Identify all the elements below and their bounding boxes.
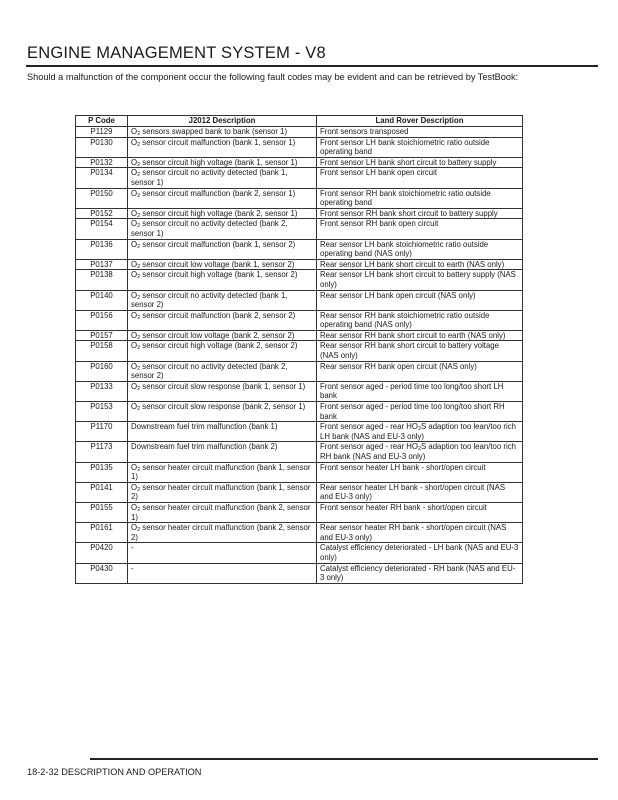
land-rover-description-cell: Rear sensor heater RH bank - short/open circuit (NAS and EU-3 only): [317, 523, 523, 543]
j2012-description-cell: $O_2$ sensor circuit malfunction (bank 2, sensor 1): [128, 188, 317, 208]
land-rover-description-cell: Front sensor heater LH bank - short/open circuit: [317, 462, 523, 482]
table-row: [76, 127, 523, 138]
j2012-description-cell: $O_2$ sensor circuit high voltage (bank 1, sensor 1): [128, 157, 317, 168]
column-header-p-code: P Code: [76, 116, 128, 127]
p-code-cell: P0136: [76, 239, 128, 259]
j2012-description-cell: $O_2$ sensor heater circuit malfunction (bank 1, sensor 1): [128, 462, 317, 482]
p-code-cell: P0140: [76, 290, 128, 310]
p-code-cell: P0133: [76, 381, 128, 401]
p-code-cell: P0158: [76, 341, 128, 361]
j2012-description-cell: -: [128, 563, 317, 583]
p-code-cell: P0152: [76, 208, 128, 219]
table-row: [76, 361, 523, 381]
table-row: [76, 341, 523, 361]
table-row: [76, 422, 523, 442]
p-code-cell: P0155: [76, 502, 128, 522]
table-row: [76, 442, 523, 462]
p-code-cell: P1129: [76, 127, 128, 138]
land-rover-description-cell: Rear sensor LH bank stoichiometric ratio outside operating band (NAS only): [317, 239, 523, 259]
table-header-row: [76, 116, 523, 127]
p-code-cell: P1173: [76, 442, 128, 462]
j2012-description-cell: $O_2$ sensor circuit high voltage (bank 2, sensor 2): [128, 341, 317, 361]
p-code-cell: P0161: [76, 523, 128, 543]
intro-text: Should a malfunction of the component occur the following fault codes may be evident and can be retrieved by TestBook:: [27, 72, 519, 82]
land-rover-description-cell: Front sensor aged - period time too long/too short LH bank: [317, 381, 523, 401]
p-code-cell: P0135: [76, 462, 128, 482]
footer-rule: [90, 758, 598, 760]
p-code-cell: P0430: [76, 563, 128, 583]
table-row: [76, 290, 523, 310]
p-code-cell: P0160: [76, 361, 128, 381]
land-rover-description-cell: Catalyst efficiency deteriorated - RH bank (NAS and EU-3 only): [317, 563, 523, 583]
land-rover-description-cell: Front sensors transposed: [317, 127, 523, 138]
land-rover-description-cell: Catalyst efficiency deteriorated - LH bank (NAS and EU-3 only): [317, 543, 523, 563]
j2012-description-cell: $O_2$ sensor circuit no activity detected (bank 1, sensor 2): [128, 290, 317, 310]
p-code-cell: P0137: [76, 259, 128, 270]
land-rover-description-cell: Rear sensor LH bank short circuit to battery supply (NAS only): [317, 270, 523, 290]
p-code-cell: P0154: [76, 219, 128, 239]
land-rover-description-cell: Front sensor LH bank short circuit to battery supply: [317, 157, 523, 168]
table-row: [76, 523, 523, 543]
j2012-description-cell: $O_2$ sensor circuit no activity detected (bank 2, sensor 1): [128, 219, 317, 239]
land-rover-description-cell: Rear sensor RH bank stoichiometric ratio outside operating band (NAS only): [317, 310, 523, 330]
land-rover-description-cell: Rear sensor LH bank short circuit to earth (NAS only): [317, 259, 523, 270]
title-rule: [26, 65, 598, 67]
table-row: [76, 482, 523, 502]
table-row: [76, 381, 523, 401]
table-row: [76, 270, 523, 290]
j2012-description-cell: Downstream fuel trim malfunction (bank 2): [128, 442, 317, 462]
j2012-description-cell: $O_2$ sensor circuit slow response (bank 2, sensor 1): [128, 402, 317, 422]
land-rover-description-cell: Front sensor heater RH bank - short/open circuit: [317, 502, 523, 522]
land-rover-description-cell: Rear sensor RH bank short circuit to battery voltage (NAS only): [317, 341, 523, 361]
j2012-description-cell: -: [128, 543, 317, 563]
land-rover-description-cell: Front sensor aged - rear $HO_2S$ adaption too lean/too rich RH bank (NAS and EU-3 only): [317, 442, 523, 462]
table-row: [76, 462, 523, 482]
j2012-description-cell: $O_2$ sensor heater circuit malfunction (bank 2, sensor 2): [128, 523, 317, 543]
land-rover-description-cell: Front sensor LH bank stoichiometric ratio outside operating band: [317, 137, 523, 157]
j2012-description-cell: $O_2$ sensor heater circuit malfunction (bank 1, sensor 2): [128, 482, 317, 502]
land-rover-description-cell: Rear sensor RH bank short circuit to earth (NAS only): [317, 330, 523, 341]
fault-code-table: [75, 115, 523, 584]
land-rover-description-cell: Rear sensor LH bank open circuit (NAS only): [317, 290, 523, 310]
j2012-description-cell: $O_2$ sensors swapped bank to bank (sensor 1): [128, 127, 317, 138]
p-code-cell: P0150: [76, 188, 128, 208]
table-row: [76, 402, 523, 422]
table-body: [76, 127, 523, 584]
j2012-description-cell: $O_2$ sensor circuit high voltage (bank 1, sensor 2): [128, 270, 317, 290]
land-rover-description-cell: Rear sensor heater LH bank - short/open circuit (NAS and EU-3 only): [317, 482, 523, 502]
p-code-cell: P0138: [76, 270, 128, 290]
p-code-cell: P0134: [76, 168, 128, 188]
j2012-description-cell: $O_2$ sensor heater circuit malfunction (bank 2, sensor 1): [128, 502, 317, 522]
p-code-cell: P0141: [76, 482, 128, 502]
table-row: [76, 239, 523, 259]
column-header-j2012: J2012 Description: [128, 116, 317, 127]
land-rover-description-cell: Front sensor aged - rear $HO_2S$ adaption too lean/too rich LH bank (NAS and EU-3 only): [317, 422, 523, 442]
j2012-description-cell: $O_2$ sensor circuit low voltage (bank 1, sensor 2): [128, 259, 317, 270]
table-row: [76, 219, 523, 239]
table-row: [76, 502, 523, 522]
p-code-cell: P0156: [76, 310, 128, 330]
j2012-description-cell: $O_2$ sensor circuit low voltage (bank 2, sensor 2): [128, 330, 317, 341]
page-footer: 18-2-32 DESCRIPTION AND OPERATION: [27, 767, 202, 777]
land-rover-description-cell: Front sensor RH bank open circuit: [317, 219, 523, 239]
land-rover-description-cell: Front sensor RH bank short circuit to battery supply: [317, 208, 523, 219]
table-row: [76, 563, 523, 583]
table-row: [76, 137, 523, 157]
j2012-description-cell: $O_2$ sensor circuit no activity detected (bank 2, sensor 2): [128, 361, 317, 381]
table-row: [76, 259, 523, 270]
j2012-description-cell: $O_2$ sensor circuit malfunction (bank 1, sensor 2): [128, 239, 317, 259]
j2012-description-cell: $O_2$ sensor circuit no activity detected (bank 1, sensor 1): [128, 168, 317, 188]
land-rover-description-cell: Front sensor aged - period time too long/too short RH bank: [317, 402, 523, 422]
table-row: [76, 310, 523, 330]
p-code-cell: P0153: [76, 402, 128, 422]
table-row: [76, 157, 523, 168]
table-row: [76, 543, 523, 563]
j2012-description-cell: $O_2$ sensor circuit malfunction (bank 2, sensor 2): [128, 310, 317, 330]
land-rover-description-cell: Front sensor RH bank stoichiometric ratio outside operating band: [317, 188, 523, 208]
table-row: [76, 330, 523, 341]
p-code-cell: P0420: [76, 543, 128, 563]
land-rover-description-cell: Front sensor LH bank open circuit: [317, 168, 523, 188]
table-row: [76, 168, 523, 188]
table-row: [76, 208, 523, 219]
j2012-description-cell: $O_2$ sensor circuit slow response (bank 1, sensor 1): [128, 381, 317, 401]
p-code-cell: P1170: [76, 422, 128, 442]
land-rover-description-cell: Rear sensor RH bank open circuit (NAS only): [317, 361, 523, 381]
p-code-cell: P0157: [76, 330, 128, 341]
column-header-land-rover: Land Rover Description: [317, 116, 523, 127]
table-row: [76, 188, 523, 208]
p-code-cell: P0132: [76, 157, 128, 168]
p-code-cell: P0130: [76, 137, 128, 157]
j2012-description-cell: $O_2$ sensor circuit high voltage (bank 2, sensor 1): [128, 208, 317, 219]
page-title: ENGINE MANAGEMENT SYSTEM - V8: [27, 44, 326, 62]
j2012-description-cell: $O_2$ sensor circuit malfunction (bank 1, sensor 1): [128, 137, 317, 157]
j2012-description-cell: Downstream fuel trim malfunction (bank 1): [128, 422, 317, 442]
